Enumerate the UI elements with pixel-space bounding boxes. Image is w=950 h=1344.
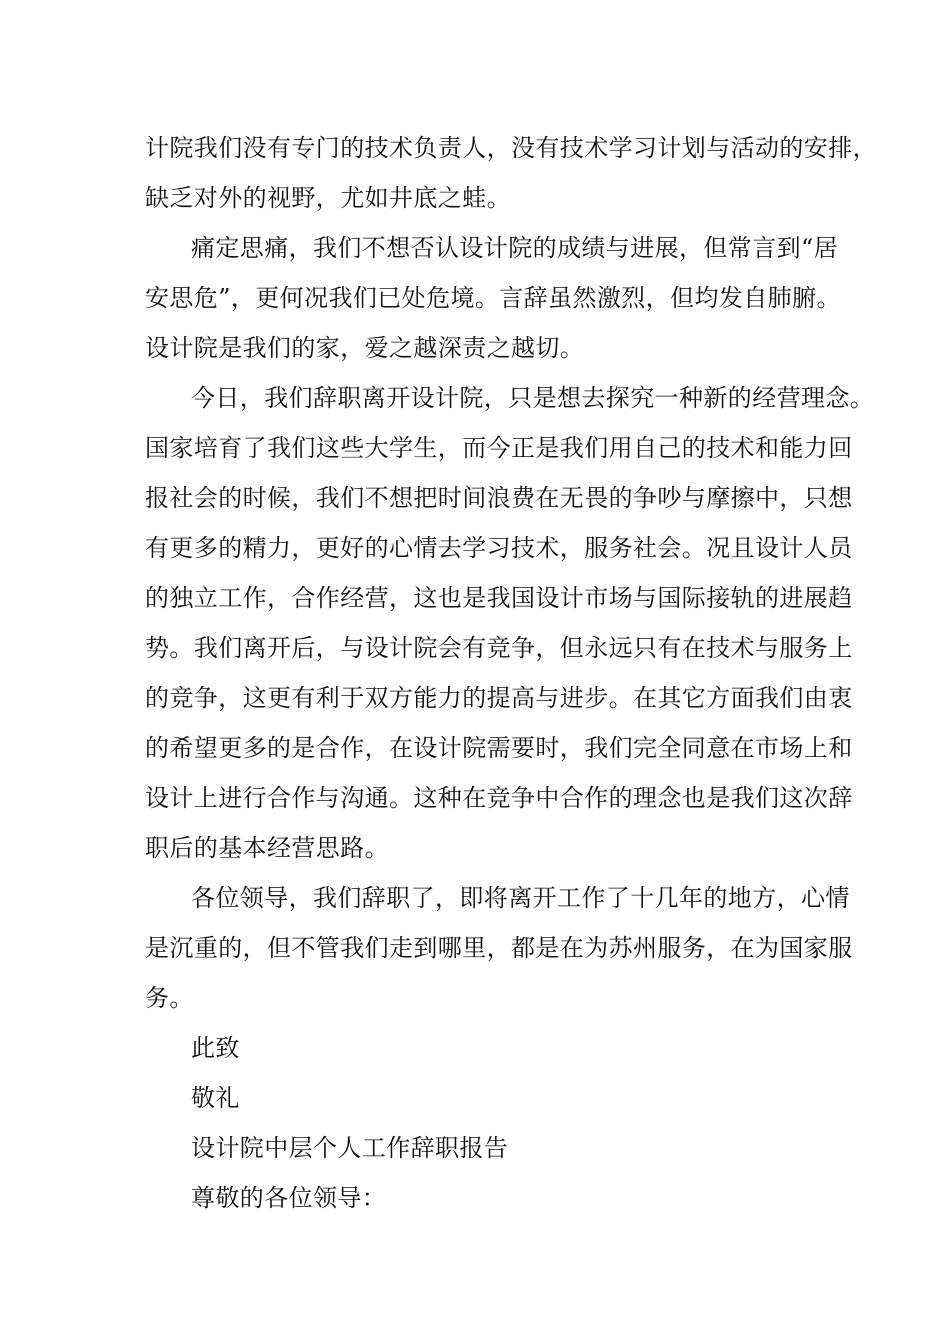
text-line: 务。 — [145, 984, 194, 1012]
text-line: 计院我们没有专门的技术负责人，没有技术学习计划与活动的安排， — [145, 134, 877, 162]
text-line: 职后的基本经营思路。 — [145, 834, 389, 862]
text-line: 缺乏对外的视野，尤如井底之蛙。 — [145, 184, 511, 212]
text-line: 的独立工作，合作经营，这也是我国设计市场与国际接轨的进展趋 — [145, 584, 853, 612]
section-title: 设计院中层个人工作辞职报告 — [191, 1134, 509, 1162]
text-line: 有更多的精力，更好的心情去学习技术，服务社会。况且设计人员 — [145, 534, 853, 562]
paragraph-first-line: 痛定思痛，我们不想否认设计院的成绩与进展，但常言到“居 — [191, 234, 839, 262]
text-line: 是沉重的，但不管我们走到哪里，都是在为苏州服务，在为国家服 — [145, 934, 853, 962]
paragraph-first-line: 今日，我们辞职离开设计院，只是想去探究一种新的经营理念。 — [191, 384, 875, 412]
text-line: 安思危”，更何况我们已处危境。言辞虽然激烈，但均发自肺腑。 — [145, 284, 841, 312]
closing-regards: 敬礼 — [191, 1084, 240, 1112]
text-line: 势。我们离开后，与设计院会有竞争，但永远只有在技术与服务上 — [145, 634, 853, 662]
text-line: 报社会的时候，我们不想把时间浪费在无畏的争吵与摩擦中，只想 — [145, 484, 853, 512]
text-line: 设计上进行合作与沟通。这种在竞争中合作的理念也是我们这次辞 — [145, 784, 853, 812]
text-line: 国家培育了我们这些大学生，而今正是我们用自己的技术和能力回 — [145, 434, 853, 462]
text-line: 的希望更多的是合作，在设计院需要时，我们完全同意在市场上和 — [145, 734, 853, 762]
closing-salutation: 此致 — [191, 1034, 240, 1062]
text-line: 的竞争，这更有利于双方能力的提高与进步。在其它方面我们由衷 — [145, 684, 853, 712]
letter-greeting: 尊敬的各位领导： — [191, 1184, 387, 1212]
paragraph-first-line: 各位领导，我们辞职了，即将离开工作了十几年的地方，心情 — [191, 884, 850, 912]
text-line: 设计院是我们的家，爱之越深责之越切。 — [145, 334, 585, 362]
